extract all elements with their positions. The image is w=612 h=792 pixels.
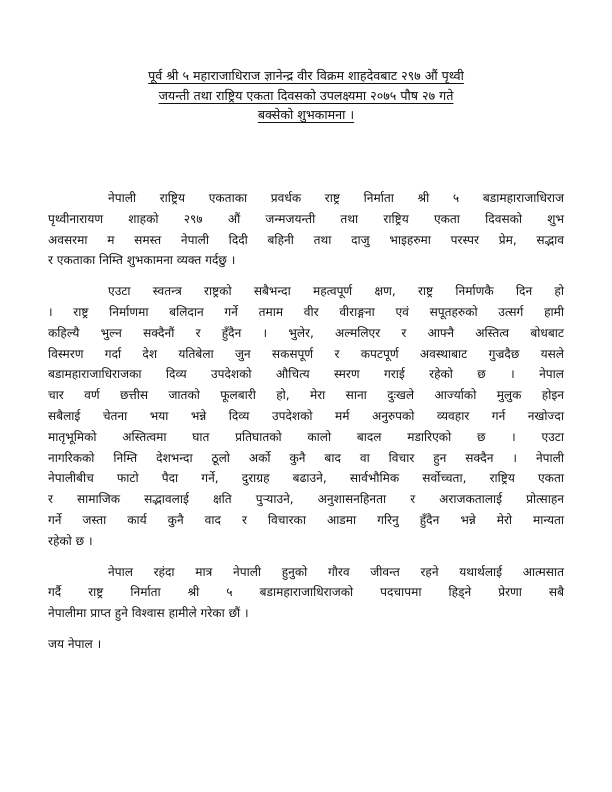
text-line: कहिल्यै भुल्न सक्दैनौं र हुँदैन । भुलेर, अल्मलिएर र आफ्नै अस्तित्व बोधबाट [48, 325, 564, 340]
closing-salutation: जय नेपाल । [48, 636, 102, 651]
paragraph-closing [48, 562, 564, 624]
text-line: गर्ने जस्ता कार्य कुनै वाद र विचारका आडमा गरिनु हुँदैन भन्ने मेरो मान्यता [48, 512, 564, 527]
text-line: पृथ्वीनारायण शाहको २९७ औं जन्मजयन्ती तथा राष्ट्रिय एकता दिवसको शुभ [48, 211, 564, 226]
text-line: एउटा स्वतन्त्र राष्ट्रको सबैभन्दा महत्वपूर्ण क्षण, राष्ट्र निर्माणकै दिन हो [108, 284, 564, 299]
text-line: नेपालीबीच फाटो पैदा गर्ने, दुराग्रह बढाउने, सार्वभौमिक सर्वोच्चता, राष्ट्रिय एकता [48, 471, 564, 486]
document-body [48, 188, 564, 655]
text-line: सबैलाई चेतना भया भन्ने दिव्य उपदेशको मर्म अनुरुपको व्यवहार गर्न नखोज्दा [48, 408, 564, 423]
text-line: बडामहाराजाधिराजका दिव्य उपदेशको औचित्य स्मरण गराई रहेको छ । नेपाल [48, 367, 564, 382]
text-line: चार वर्ण छत्तीस जातको फूलबारी हो, मेरा साना दुःखले आर्ज्याको मुलुक होइन [48, 388, 564, 403]
text-line: रहेको छ । [48, 533, 93, 548]
text-line: विस्मरण गर्दा देश यतिबेला जुन सकसपूर्ण र कपटपूर्ण अवस्थाबाट गुज्रदैछ यसले [48, 346, 564, 361]
title-line: बक्सेको शुभकामना । [257, 107, 355, 122]
paragraph-main [48, 281, 564, 551]
text-line: । राष्ट्र निर्माणमा बलिदान गर्ने तमाम वीर वीराङ्गना एवं सपूतहरुको उत्सर्ग हामी [48, 304, 564, 319]
text-line: नेपाली राष्ट्रिय एकताका प्रवर्धक राष्ट्र निर्माता श्री ५ बडामहाराजाधिराज [108, 191, 564, 205]
text-line: र सामाजिक सद्भावलाई क्षति पुऱ्याउने, अनुशासनहिनता र अराजकतालाई प्रोत्साहन [48, 492, 564, 507]
text-line: मातृभूमिको अस्तित्वमा घात प्रतिघातको कालो बादल मडारिएको छ । एउटा [48, 429, 564, 444]
text-line: अवसरमा म समस्त नेपाली दिदी बहिनी तथा दाजु भाइहरुमा परस्पर प्रेम, सद्भाव [48, 232, 564, 247]
text-line: गर्दै राष्ट्र निर्माता श्री ५ बडामहाराजाधिराजको पदचापमा हिड्ने प्रेरणा सबै [48, 585, 564, 600]
text-line: र एकताका निम्ति शुभकामना व्यक्त गर्दछु । [48, 253, 236, 268]
text-line: नेपाल रहंदा मात्र नेपाली हुनुको गौरव जीवन्त रहने यथार्थलाई आत्मसात [108, 564, 564, 579]
paragraph-greeting [48, 188, 564, 271]
document-title [48, 66, 564, 125]
text-line: नेपालीमा प्राप्त हुने विश्वास हामीले गरेका छौं । [48, 606, 249, 621]
title-line: जयन्ती तथा राष्ट्रिय एकता दिवसको उपलक्ष्यमा २०७५ पौष २७ गते [158, 87, 454, 103]
text-line: नागरिकको निम्ति देशभन्दा ठूलो अर्को कुनै बाद वा विचार हुन सक्दैन । नेपाली [48, 450, 564, 465]
title-line: पूर्व श्री ५ महाराजाधिराज ज्ञानेन्द्र वीर विक्रम शाहदेवबाट २९७ औं पृथ्वी [148, 68, 464, 83]
